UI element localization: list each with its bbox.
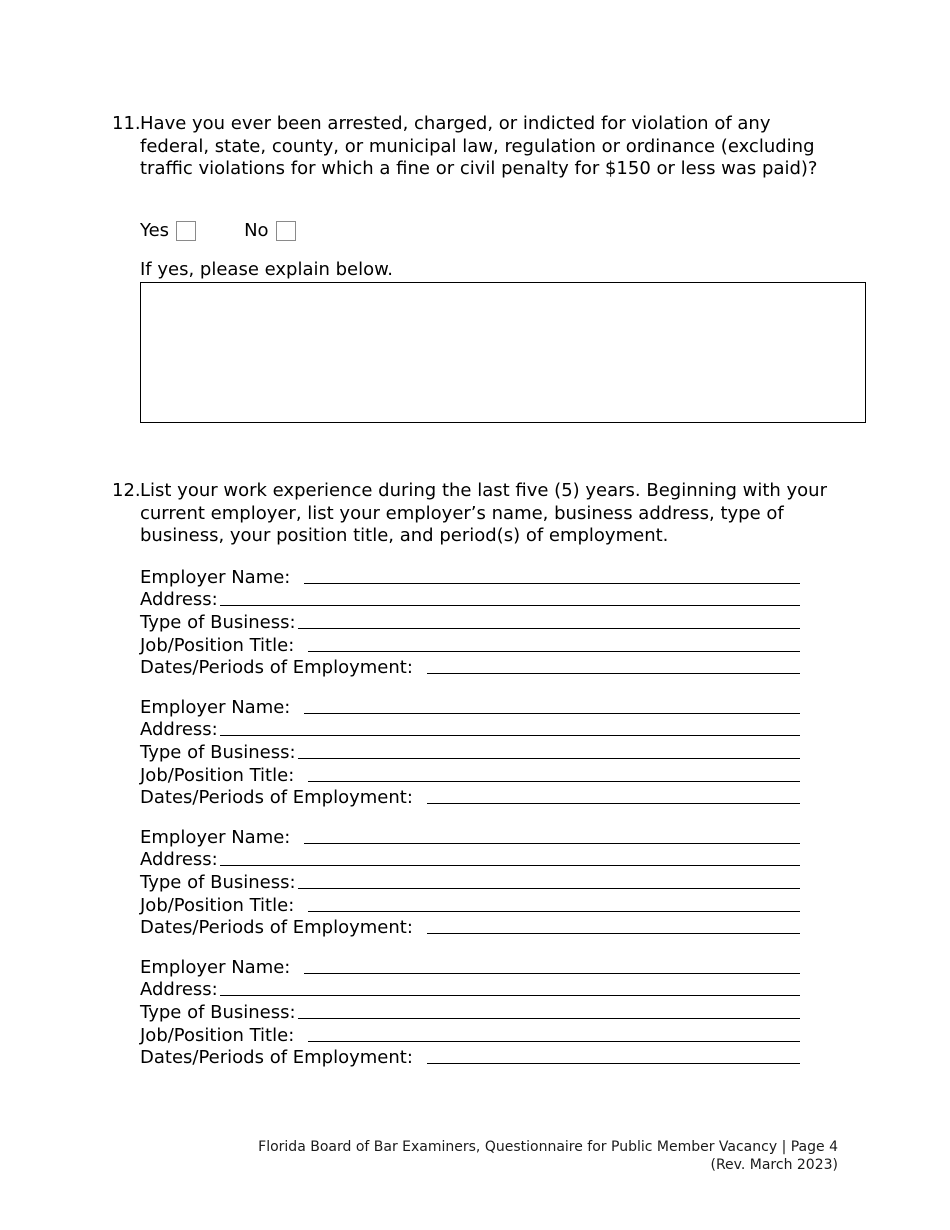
question-11 [112,113,842,181]
dates-field[interactable] [427,672,800,674]
type-of-business-label: Type of Business: [140,872,296,894]
footer-title: Florida Board of Bar Examiners, Questionnaire for Public Member Vacancy | Page 4 [258,1139,838,1155]
job-title-row [140,633,800,656]
address-field[interactable] [220,864,800,866]
job-title-field[interactable] [308,780,800,782]
question-number: 11. [112,113,141,134]
question-text: List your work experience during the last five (5) years. Beginning with your current employer, list your employer’s name, business address, type of business, your position title, and period(s) of employment. [140,480,827,546]
dates-field[interactable] [427,802,800,804]
employer-block-2 [140,695,800,808]
type-of-business-row [140,610,800,633]
dates-label: Dates/Periods of Employment: [140,787,413,809]
job-title-row [140,1023,800,1046]
explanation-textbox[interactable] [140,282,866,423]
footer-revision: (Rev. March 2023) [710,1156,838,1173]
type-of-business-row [140,740,800,763]
employer-block-1 [140,565,800,678]
type-of-business-row [140,870,800,893]
job-title-label: Job/Position Title: [140,1024,295,1046]
job-title-row [140,763,800,786]
type-of-business-row [140,1000,800,1023]
job-title-field[interactable] [308,1040,800,1042]
employer-name-row [140,695,800,718]
dates-field[interactable] [427,932,800,934]
address-row [140,718,800,741]
dates-row [140,1046,800,1069]
type-of-business-field[interactable] [298,627,800,629]
employer-name-field[interactable] [304,582,800,584]
address-label: Address: [140,849,218,871]
employer-name-label: Employer Name: [140,566,291,588]
dates-row [140,786,800,809]
type-of-business-label: Type of Business: [140,612,296,634]
job-title-field[interactable] [308,910,800,912]
employer-name-label: Employer Name: [140,696,291,718]
type-of-business-field[interactable] [298,887,800,889]
yes-option[interactable] [140,220,196,241]
type-of-business-label: Type of Business: [140,1002,296,1024]
address-row [140,588,800,611]
explain-label: If yes, please explain below. [140,259,393,280]
dates-field[interactable] [427,1062,800,1064]
dates-label: Dates/Periods of Employment: [140,917,413,939]
employer-name-field[interactable] [304,712,800,714]
address-label: Address: [140,719,218,741]
job-title-label: Job/Position Title: [140,634,295,656]
job-title-field[interactable] [308,650,800,652]
employer-block-4 [140,955,800,1068]
employer-name-row [140,955,800,978]
employer-name-field[interactable] [304,842,800,844]
job-title-row [140,893,800,916]
address-row [140,848,800,871]
no-label: No [244,220,269,241]
job-title-label: Job/Position Title: [140,764,295,786]
address-row [140,978,800,1001]
dates-row [140,916,800,939]
dates-row [140,656,800,679]
employer-name-field[interactable] [304,972,800,974]
type-of-business-field[interactable] [298,1017,800,1019]
employer-name-row [140,825,800,848]
dates-label: Dates/Periods of Employment: [140,1047,413,1069]
employer-name-label: Employer Name: [140,956,291,978]
employer-block-3 [140,825,800,938]
address-label: Address: [140,589,218,611]
yes-label: Yes [140,220,170,241]
employer-name-row [140,565,800,588]
address-field[interactable] [220,734,800,736]
dates-label: Dates/Periods of Employment: [140,657,413,679]
employer-name-label: Employer Name: [140,826,291,848]
address-field[interactable] [220,994,800,996]
yes-no-group [140,220,296,241]
page-footer [258,1139,838,1174]
address-label: Address: [140,979,218,1001]
address-field[interactable] [220,604,800,606]
type-of-business-label: Type of Business: [140,742,296,764]
no-option[interactable] [244,220,295,241]
question-12 [112,480,842,548]
yes-checkbox[interactable] [176,221,196,241]
question-number: 12. [112,480,141,501]
no-checkbox[interactable] [276,221,296,241]
job-title-label: Job/Position Title: [140,894,295,916]
type-of-business-field[interactable] [298,757,800,759]
question-text: Have you ever been arrested, charged, or indicted for violation of any federal, state, county, or municipal law, regulation or ordinance (excluding traffic violations for which a fine or civil penalty for $150 or less was paid)? [140,113,818,179]
